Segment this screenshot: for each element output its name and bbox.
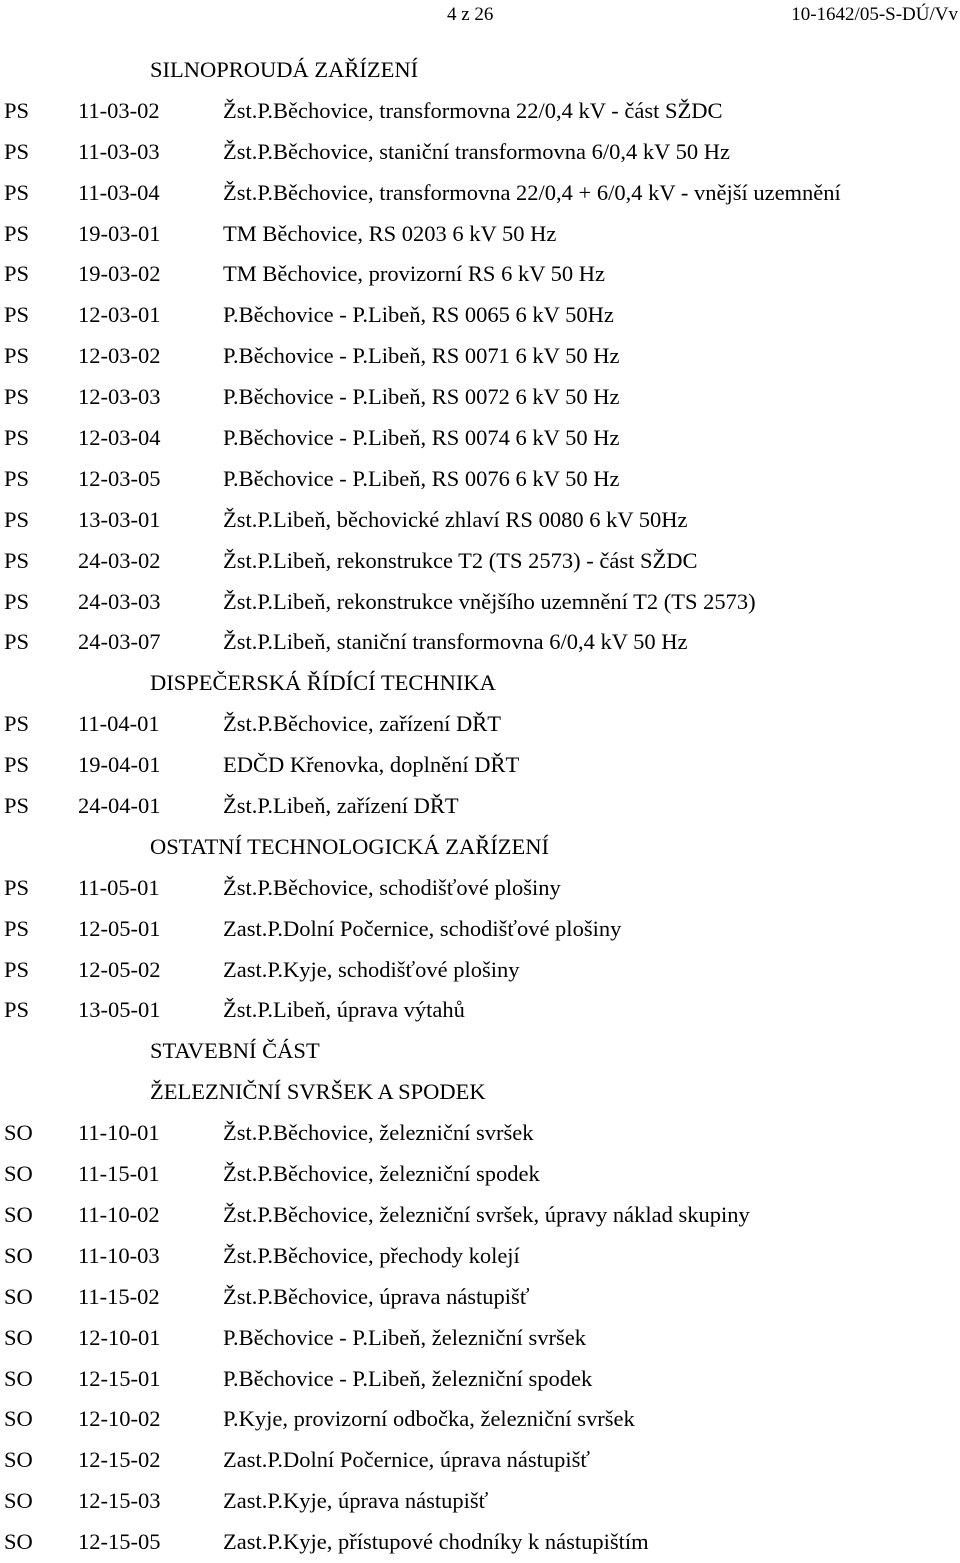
object-description: P.Běchovice - P.Libeň, RS 0065 6 kV 50Hz: [223, 302, 614, 328]
section-title: STAVEBNÍ ČÁST: [150, 1038, 320, 1064]
object-code: 12-03-05: [78, 465, 161, 491]
section-heading-row: [0, 50, 960, 91]
object-type: PS: [4, 547, 30, 573]
object-type: PS: [4, 874, 30, 900]
object-type: SO: [4, 1447, 33, 1473]
object-code: 13-03-01: [78, 506, 161, 532]
object-code: 11-03-02: [78, 97, 160, 123]
object-description: Žst.P.Libeň, běchovické zhlaví RS 0080 6 kV 50Hz: [223, 506, 688, 532]
object-description: P.Běchovice - P.Libeň, železniční svršek: [223, 1324, 587, 1350]
object-description: TM Běchovice, provizorní RS 6 kV 50 Hz: [223, 261, 606, 287]
list-item: [0, 868, 960, 909]
object-type: PS: [4, 302, 30, 328]
object-description: Žst.P.Libeň, rekonstrukce T2 (TS 2573) - část SŽDC: [223, 547, 698, 573]
object-type: SO: [4, 1201, 33, 1227]
object-description: Žst.P.Běchovice, přechody kolejí: [223, 1242, 520, 1268]
object-code: 19-03-01: [78, 220, 161, 246]
list-item: [0, 786, 960, 827]
object-type: PS: [4, 138, 30, 164]
list-item: [0, 541, 960, 582]
object-type: PS: [4, 956, 30, 982]
list-item: [0, 950, 960, 991]
object-code: 12-15-01: [78, 1365, 161, 1391]
list-item: [0, 91, 960, 132]
list-item: [0, 582, 960, 623]
object-type: PS: [4, 588, 30, 614]
list-item: [0, 622, 960, 663]
object-type: SO: [4, 1242, 33, 1268]
list-item: [0, 459, 960, 500]
object-description: Žst.P.Libeň, úprava výtahů: [223, 997, 465, 1023]
object-code: 24-03-02: [78, 547, 161, 573]
object-description: Žst.P.Běchovice, železniční svršek: [223, 1120, 534, 1146]
object-code: 12-10-02: [78, 1406, 161, 1432]
object-type: PS: [4, 261, 30, 287]
object-description: P.Kyje, provizorní odbočka, železniční svršek: [223, 1406, 635, 1432]
object-type: SO: [4, 1161, 33, 1187]
object-code: 12-15-02: [78, 1447, 161, 1473]
section-title: OSTATNÍ TECHNOLOGICKÁ ZAŘÍZENÍ: [150, 833, 549, 859]
list-item: [0, 214, 960, 255]
object-description: P.Běchovice - P.Libeň, RS 0072 6 kV 50 Hz: [223, 384, 620, 410]
object-code: 12-03-01: [78, 302, 161, 328]
object-code: 19-04-01: [78, 752, 161, 778]
list-item: [0, 295, 960, 336]
section-heading-row: [0, 1072, 960, 1113]
object-description: Žst.P.Libeň, rekonstrukce vnějšího uzemnění T2 (TS 2573): [223, 588, 756, 614]
list-item: [0, 1399, 960, 1440]
list-item: [0, 1154, 960, 1195]
object-code: 12-15-05: [78, 1529, 161, 1555]
object-code: 12-03-02: [78, 343, 161, 369]
object-type: PS: [4, 220, 30, 246]
list-item: [0, 173, 960, 214]
object-description: Zast.P.Kyje, schodišťové plošiny: [223, 956, 520, 982]
object-type: SO: [4, 1488, 33, 1514]
object-type: PS: [4, 506, 30, 532]
list-item: [0, 1440, 960, 1481]
object-code: 12-03-04: [78, 425, 161, 451]
section-heading-row: [0, 827, 960, 868]
object-type: PS: [4, 384, 30, 410]
object-description: EDČD Křenovka, doplnění DŘT: [223, 752, 520, 778]
section-title: ŽELEZNIČNÍ SVRŠEK A SPODEK: [150, 1079, 486, 1105]
list-item: [0, 1481, 960, 1522]
object-type: SO: [4, 1324, 33, 1350]
list-item: [0, 745, 960, 786]
object-description: Zast.P.Kyje, úprava nástupišť: [223, 1488, 489, 1514]
list-item: [0, 1277, 960, 1318]
object-code: 12-03-03: [78, 384, 161, 410]
object-description: Žst.P.Běchovice, schodišťové plošiny: [223, 874, 561, 900]
list-item: [0, 500, 960, 541]
object-code: 12-05-01: [78, 915, 161, 941]
object-description: Zast.P.Dolní Počernice, úprava nástupišť: [223, 1447, 591, 1473]
list-item: [0, 1113, 960, 1154]
object-description: Žst.P.Běchovice, staniční transformovna 6/0,4 kV 50 Hz: [223, 138, 730, 164]
document-code: 10-1642/05-S-DÚ/Vv: [791, 4, 958, 25]
object-description: Zast.P.Dolní Počernice, schodišťové plošiny: [223, 915, 622, 941]
object-code: 11-03-03: [78, 138, 160, 164]
object-description: Žst.P.Běchovice, železniční spodek: [223, 1161, 540, 1187]
list-item: [0, 1195, 960, 1236]
object-code: 11-03-04: [78, 179, 160, 205]
list-item: [0, 1318, 960, 1359]
list-item: [0, 1359, 960, 1400]
object-code: 11-04-01: [78, 711, 160, 737]
object-description: Žst.P.Libeň, staniční transformovna 6/0,4 kV 50 Hz: [223, 629, 688, 655]
object-type: PS: [4, 629, 30, 655]
object-code: 11-15-02: [78, 1283, 160, 1309]
object-code: 11-10-03: [78, 1242, 160, 1268]
object-description: Žst.P.Běchovice, transformovna 22/0,4 kV - část SŽDC: [223, 97, 723, 123]
object-type: SO: [4, 1365, 33, 1391]
list-item: [0, 336, 960, 377]
page-header: [0, 0, 960, 30]
object-type: PS: [4, 97, 30, 123]
page-number: 4 z 26: [447, 4, 494, 25]
object-type: SO: [4, 1406, 33, 1432]
object-code: 24-04-01: [78, 793, 161, 819]
object-description: Žst.P.Běchovice, železniční svršek, úpravy náklad skupiny: [223, 1201, 750, 1227]
object-type: PS: [4, 425, 30, 451]
object-code: 11-05-01: [78, 874, 160, 900]
list-item: [0, 990, 960, 1031]
object-code: 12-15-03: [78, 1488, 161, 1514]
section-heading-row: [0, 663, 960, 704]
object-code: 24-03-07: [78, 629, 161, 655]
object-code: 11-10-01: [78, 1120, 160, 1146]
object-code: 12-10-01: [78, 1324, 161, 1350]
object-description: P.Běchovice - P.Libeň, železniční spodek: [223, 1365, 593, 1391]
object-code: 19-03-02: [78, 261, 161, 287]
object-description: Žst.P.Běchovice, úprava nástupišť: [223, 1283, 530, 1309]
object-list: [0, 50, 960, 1563]
object-description: Žst.P.Běchovice, zařízení DŘT: [223, 711, 502, 737]
object-type: SO: [4, 1283, 33, 1309]
object-type: SO: [4, 1120, 33, 1146]
section-heading-row: [0, 1031, 960, 1072]
list-item: [0, 254, 960, 295]
object-description: P.Běchovice - P.Libeň, RS 0076 6 kV 50 Hz: [223, 465, 620, 491]
object-type: PS: [4, 711, 30, 737]
section-title: SILNOPROUDÁ ZAŘÍZENÍ: [150, 57, 419, 82]
object-code: 24-03-03: [78, 588, 161, 614]
list-item: [0, 377, 960, 418]
object-type: PS: [4, 343, 30, 369]
object-type: PS: [4, 915, 30, 941]
object-type: PS: [4, 793, 30, 819]
object-description: TM Běchovice, RS 0203 6 kV 50 Hz: [223, 220, 557, 246]
list-item: [0, 1522, 960, 1563]
list-item: [0, 1236, 960, 1277]
object-code: 12-05-02: [78, 956, 161, 982]
list-item: [0, 418, 960, 459]
object-type: PS: [4, 465, 30, 491]
object-type: SO: [4, 1529, 33, 1555]
object-type: PS: [4, 997, 30, 1023]
object-description: Zast.P.Kyje, přístupové chodníky k nástupištím: [223, 1529, 649, 1555]
object-code: 13-05-01: [78, 997, 161, 1023]
object-type: PS: [4, 752, 30, 778]
object-description: Žst.P.Libeň, zařízení DŘT: [223, 793, 459, 819]
list-item: [0, 704, 960, 745]
object-code: 11-10-02: [78, 1201, 160, 1227]
object-description: Žst.P.Běchovice, transformovna 22/0,4 + 6/0,4 kV - vnější uzemnění: [223, 179, 841, 205]
object-code: 11-15-01: [78, 1161, 160, 1187]
object-description: P.Běchovice - P.Libeň, RS 0074 6 kV 50 Hz: [223, 425, 620, 451]
section-title: DISPEČERSKÁ ŘÍDÍCÍ TECHNIKA: [150, 670, 496, 696]
list-item: [0, 909, 960, 950]
object-type: PS: [4, 179, 30, 205]
object-description: P.Běchovice - P.Libeň, RS 0071 6 kV 50 Hz: [223, 343, 620, 369]
list-item: [0, 132, 960, 173]
